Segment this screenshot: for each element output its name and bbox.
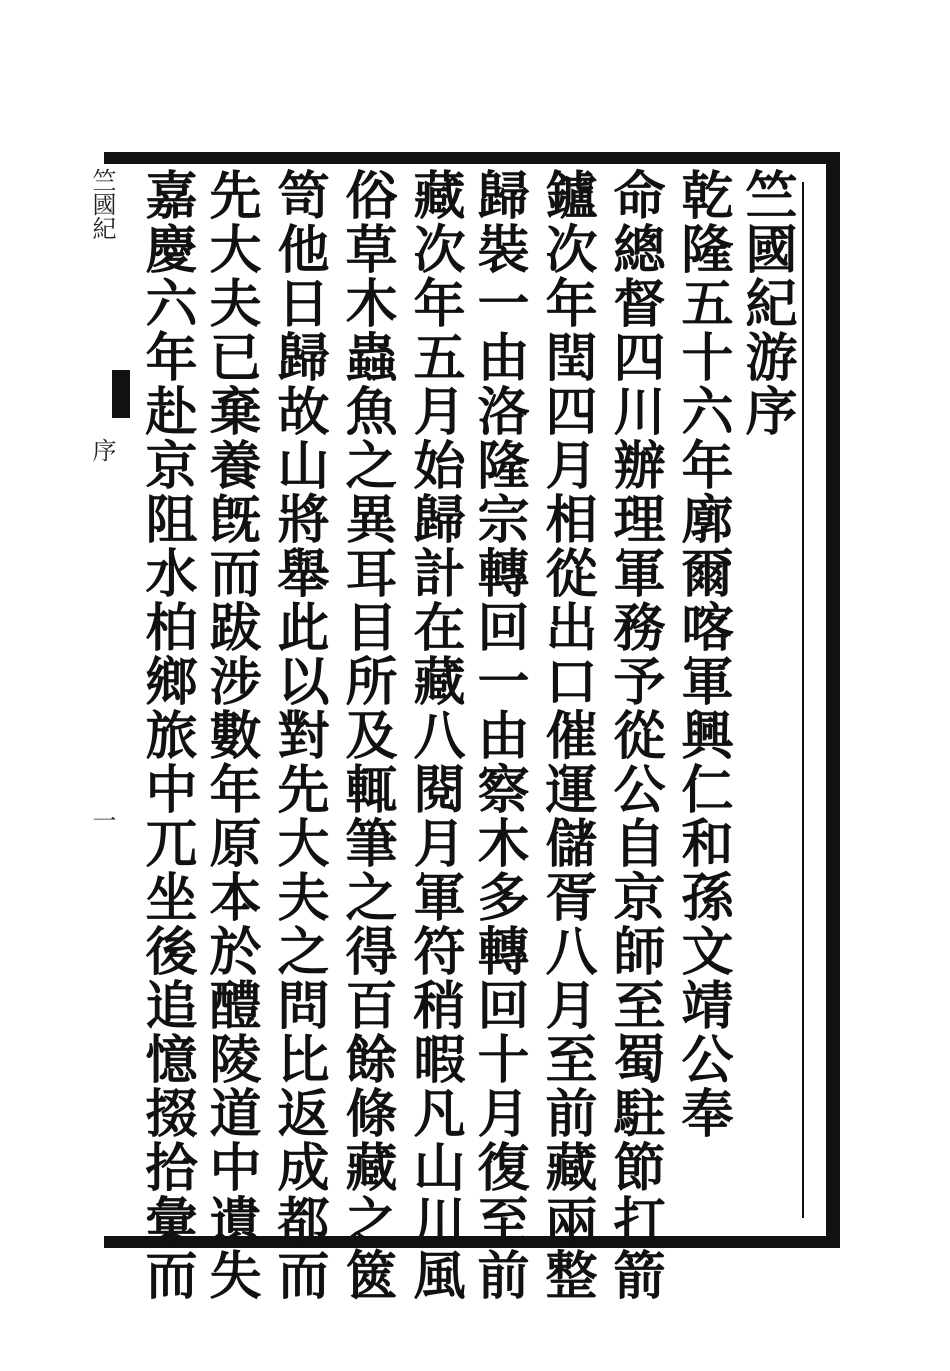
text-column-5: 藏次年五月始歸計在藏八閱月軍符稍暇凡山川風 (404, 168, 465, 1302)
frame-inner-rule (802, 182, 804, 1218)
text-column-1: 乾隆五十六年廓爾喀軍興仁和孫文靖公奉 (672, 168, 733, 1140)
text-column-3: 鑪次年閏四月相從出口催運儲胥八月至前藏兩整 (536, 168, 597, 1302)
text-column-9: 嘉慶六年赴京阻水柏鄉旅中兀坐後追憶掇拾彙而 (136, 168, 197, 1302)
document-title: 竺國紀游序 (736, 168, 797, 438)
margin-section-label: 序 (88, 438, 116, 462)
margin-column (88, 168, 118, 1228)
text-column-4: 歸裝一由洛隆宗轉回一由察木多轉回十月復至前 (468, 168, 529, 1302)
margin-page-number: 一 (88, 808, 116, 832)
text-column-8: 先大夫已棄養旣而跋涉數年原本於醴陵道中遺失 (200, 168, 261, 1302)
margin-title: 竺國紀 (88, 168, 116, 240)
text-column-2: 命總督四川辦理軍務予從公自京師至蜀駐節打箭 (604, 168, 665, 1302)
text-column-6: 俗草木蟲魚之異耳目所及輒筆之得百餘條藏之篋 (336, 168, 397, 1302)
text-column-7: 笥他日歸故山將舉此以對先大夫之問比返成都而 (268, 168, 329, 1302)
